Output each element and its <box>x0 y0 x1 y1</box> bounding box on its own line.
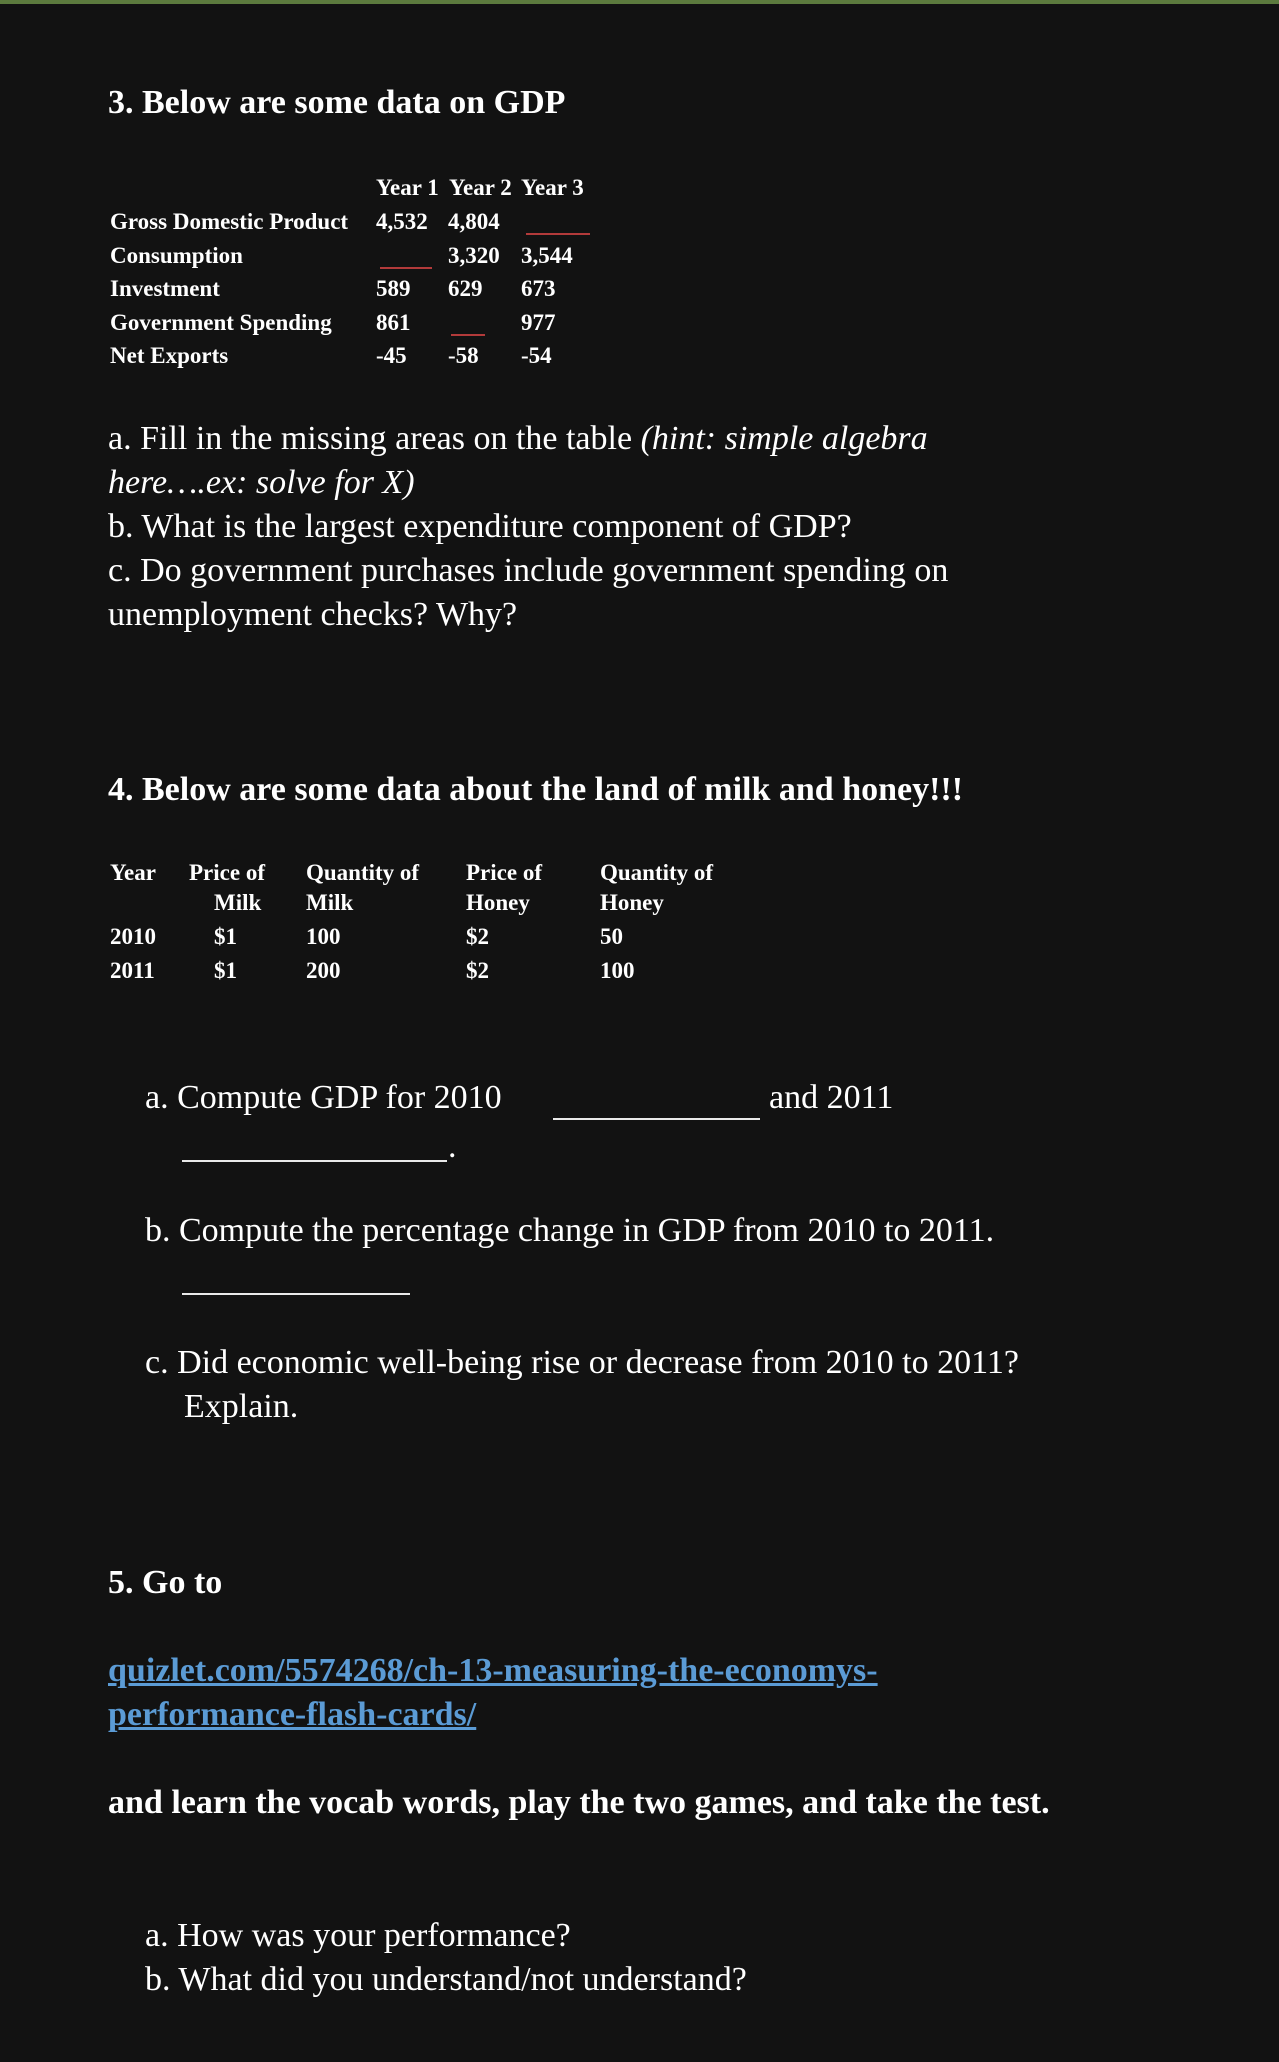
q4-part-c-line1: c. Did economic well-being rise or decrease from 2010 to 2011? <box>145 1344 1019 1381</box>
q5-instruction: and learn the vocab words, play the two games, and take the test. <box>108 1784 1050 1821</box>
investment-cell: 629 <box>448 276 483 301</box>
quizlet-link-line1[interactable] <box>108 1652 878 1690</box>
consumption-cell: 3,320 <box>448 243 500 268</box>
table-cell: $2 <box>466 924 489 949</box>
table-header-price-milk: Price of <box>189 860 265 885</box>
gdp-header-year3: Year 3 <box>521 175 584 200</box>
table-cell: 50 <box>600 924 623 949</box>
answer-blank-2010 <box>553 1118 760 1120</box>
gdp-cell: 4,804 <box>448 209 500 234</box>
table-header-quantity-honey: Quantity of <box>600 860 714 885</box>
government-spending-cell: 861 <box>376 310 411 335</box>
answer-blank <box>380 267 432 269</box>
top-accent-bar <box>0 0 1279 4</box>
table-header-quantity-honey-2: Honey <box>600 890 664 915</box>
table-cell: 200 <box>306 958 341 983</box>
table-cell: 100 <box>600 958 635 983</box>
table-cell-year: 2011 <box>110 958 155 983</box>
government-spending-row-label: Government Spending <box>110 310 332 335</box>
table-cell: 100 <box>306 924 341 949</box>
table-cell: $1 <box>214 958 237 983</box>
q4-part-b: b. Compute the percentage change in GDP from 2010 to 2011. <box>145 1212 995 1249</box>
q3-heading: 3. Below are some data on GDP <box>108 84 566 121</box>
gdp-header-year2: Year 2 <box>449 175 512 200</box>
q3-part-c-line1: c. Do government purchases include government spending on <box>108 552 949 589</box>
table-header-year: Year <box>110 860 156 885</box>
quizlet-link[interactable]: quizlet.com/5574268/ch-13-measuring-the-economys- <box>108 1652 878 1689</box>
q4-part-a-2011: and 2011 <box>769 1079 894 1116</box>
table-header-price-honey: Price of <box>466 860 542 885</box>
q4-part-c-line2: Explain. <box>184 1388 299 1425</box>
consumption-row-label: Consumption <box>110 243 243 268</box>
government-spending-cell: 977 <box>521 310 556 335</box>
gdp-row-label: Gross Domestic Product <box>110 209 349 234</box>
q5-part-a: a. How was your performance? <box>145 1917 571 1954</box>
q3-part-b: b. What is the largest expenditure component of GDP? <box>108 508 852 545</box>
quizlet-link-line2[interactable] <box>108 1696 476 1734</box>
answer-blank <box>451 334 485 336</box>
table-cell: $1 <box>214 924 237 949</box>
net-exports-cell: -45 <box>376 343 407 368</box>
table-header-quantity-milk-2: Milk <box>306 890 354 915</box>
q3-part-a-hint: here….ex: solve for X) <box>108 464 415 501</box>
table-header-quantity-milk: Quantity of <box>306 860 420 885</box>
quizlet-link-continued[interactable]: performance-flash-cards/ <box>108 1696 477 1733</box>
q5-part-b: b. What did you understand/not understand? <box>145 1961 747 1998</box>
consumption-cell: 3,544 <box>521 243 573 268</box>
gdp-cell: 4,532 <box>376 209 428 234</box>
q3-part-a: a. Fill in the missing areas on the table (hint: simple algebra <box>108 420 928 457</box>
table-cell: $2 <box>466 958 489 983</box>
q4-part-a: a. Compute GDP for 2010 <box>145 1079 502 1116</box>
table-header-price-milk-2: Milk <box>214 890 262 915</box>
answer-blank <box>526 233 590 235</box>
net-exports-cell: -54 <box>521 343 552 368</box>
q3-part-c-line2: unemployment checks? Why? <box>108 596 518 633</box>
investment-row-label: Investment <box>110 276 220 301</box>
investment-cell: 673 <box>521 276 556 301</box>
q4-heading: 4. Below are some data about the land of milk and honey!!! <box>108 771 964 808</box>
gdp-header-year1: Year 1 <box>376 175 439 200</box>
q5-heading: 5. Go to <box>108 1564 223 1601</box>
table-cell-year: 2010 <box>110 924 156 949</box>
answer-blank-2011 <box>182 1160 447 1162</box>
q4-part-a-period: . <box>448 1128 457 1165</box>
net-exports-cell: -58 <box>448 343 479 368</box>
investment-cell: 589 <box>376 276 411 301</box>
net-exports-row-label: Net Exports <box>110 343 229 368</box>
answer-blank-percent <box>182 1293 410 1295</box>
table-header-price-honey-2: Honey <box>466 890 530 915</box>
